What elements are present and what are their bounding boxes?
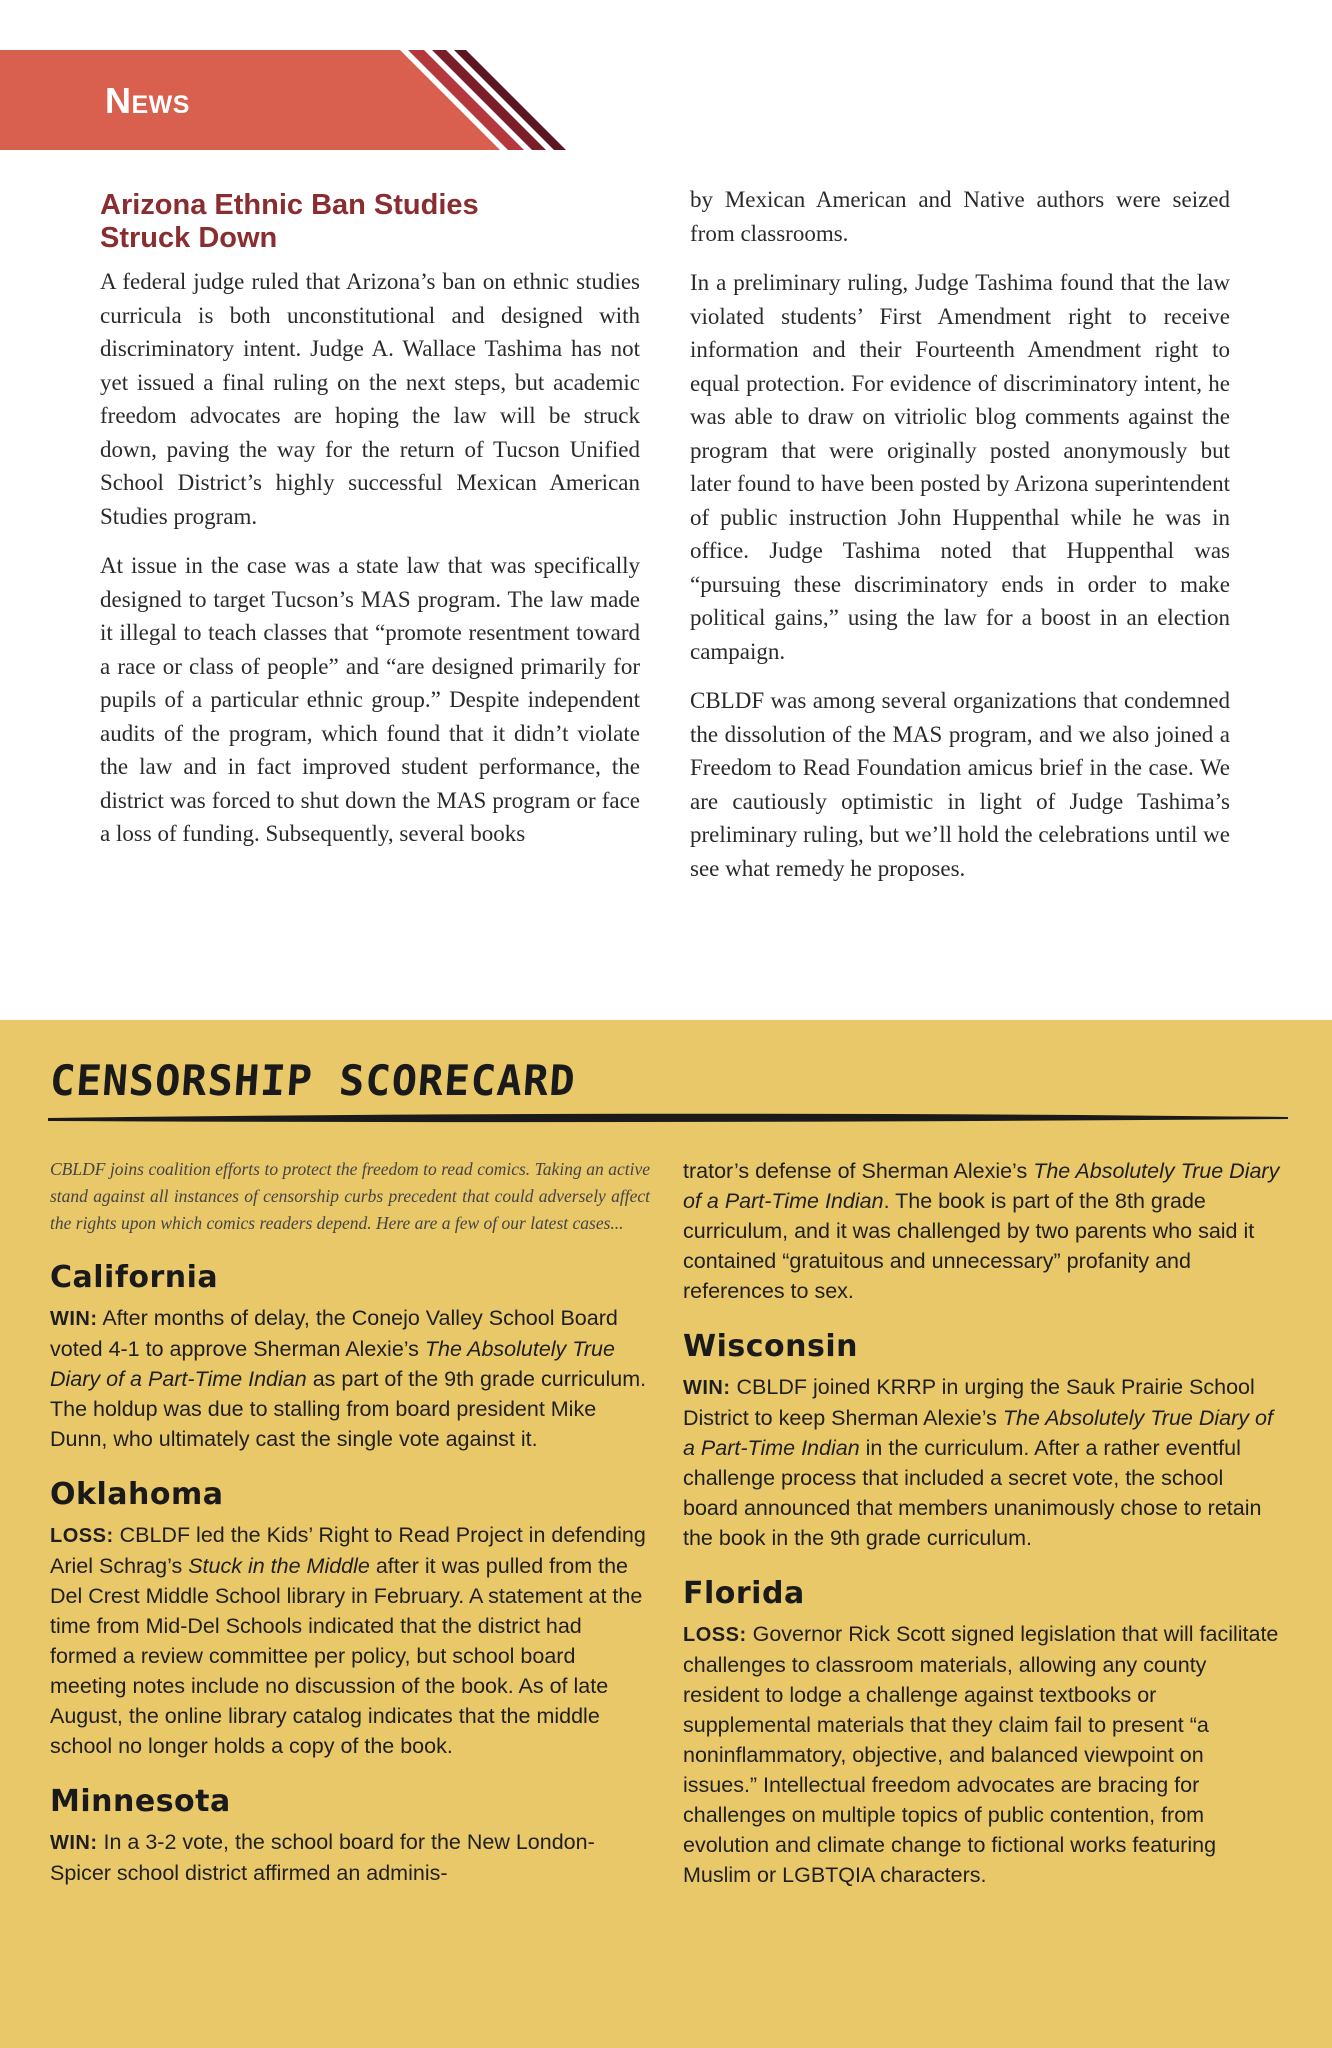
case-minnesota-continued (683, 1156, 1283, 1306)
loss-tag: LOSS: (50, 1525, 114, 1547)
article-headline: Arizona Ethnic Ban Studies Struck Down (100, 189, 479, 254)
book-title: Stuck in the Middle (188, 1554, 370, 1578)
scorecard-column-right (683, 1138, 1283, 1890)
case-minnesota (50, 1827, 650, 1888)
case-oklahoma (50, 1520, 650, 1761)
state-heading-wisconsin: Wisconsin (683, 1329, 858, 1364)
book-title: The Absolutely True Diary of a Part-Time Indian (683, 1159, 1280, 1213)
case-text: after it was pulled from the Del Crest Middle School library in February. A statement at the time from Mid-Del Schools indicated that the district had formed a review committee per policy, but school board meeting notes include no discussion of the book. As of late August, the online library catalog indicates that the middle school no longer holds a copy of the book. (50, 1554, 643, 1758)
case-text: in the curriculum. After a rather eventful challenge process that included a secret vote, the school board announced that members unanimously chose to retain the book in the 9th grade curriculum. (683, 1436, 1262, 1550)
news-banner (0, 50, 600, 150)
scorecard-title: CENSORSHIP SCORECARD (48, 1056, 578, 1105)
case-text: In a 3-2 vote, the school board for the New London-Spicer school district affirmed an adminis- (50, 1830, 595, 1885)
case-text: Governor Rick Scott signed legislation that will facilitate challenges to classroom materials, allowing any county resident to lodge a challenge against textbooks or supplemental materials that they claim fail to present “a noninflammatory, objective, and balanced viewpoint on issues.” Intellectual freedom advocates are bracing for challenges on multiple topics of public contention, from evolution and climate change to fictional works featuring Muslim or LGBTQIA characters. (683, 1622, 1279, 1887)
case-text: After months of delay, the Conejo Valley School Board voted 4-1 to approve Sherman Alexie’s (50, 1306, 618, 1361)
case-text: trator’s defense of Sherman Alexie’s (683, 1159, 1034, 1183)
case-text: CBLDF led the Kids’ Right to Read Project in defending Ariel Schrag’s (50, 1523, 646, 1578)
state-heading-minnesota: Minnesota (50, 1784, 231, 1819)
book-title: The Absolutely True Diary of a Part-Time Indian (50, 1337, 615, 1391)
article-paragraph: by Mexican American and Native authors were seized from classrooms. (690, 187, 1230, 246)
case-text: CBLDF joined KRRP in urging the Sauk Prairie School District to keep Sherman Alexie’s (683, 1375, 1255, 1430)
state-heading-california: California (50, 1260, 219, 1295)
article-paragraph: CBLDF was among several organizations that condemned the dissolution of the MAS program, and we also joined a Freedom to Read Foundation amicus brief in the case. We are cautiously optimistic in light of Judge Tashima’s preliminary ruling, but we’ll hold the celebrations until we see what remedy he proposes. (690, 688, 1230, 881)
scorecard-column-left (50, 1138, 650, 1888)
case-california (50, 1303, 650, 1454)
scorecard-intro: CBLDF joins coalition efforts to protect the freedom to read comics. Taking an active stand against all instances of censorship curbs precedent that could adversely affect the rights upon which comics readers depend. Here are a few of our latest cases... (50, 1159, 650, 1233)
state-heading-oklahoma: Oklahoma (50, 1477, 224, 1512)
article-column-left (100, 183, 640, 867)
win-tag: WIN: (50, 1308, 98, 1330)
article-paragraph: A federal judge ruled that Arizona’s ban on ethnic studies curricula is both unconstitutional and designed with discriminatory intent. Judge A. Wallace Tashima has not yet issued a final ruling on the next steps, but academic freedom advocates are hoping the law will be struck down, paving the way for the return of Tucson Unified School District’s highly successful Mexican American Studies program. (100, 269, 640, 529)
win-tag: WIN: (683, 1377, 731, 1399)
article-column-right (690, 183, 1230, 901)
censorship-scorecard (0, 1020, 1332, 2048)
case-text: . The book is part of the 8th grade curriculum, and it was challenged by two parents who said it contained “gratuitous and unnecessary” profanity and references to sex. (683, 1189, 1255, 1303)
book-title: The Absolutely True Diary of a Part-Time Indian (683, 1406, 1273, 1460)
loss-tag: LOSS: (683, 1624, 747, 1646)
case-wisconsin (683, 1372, 1283, 1553)
title-underline (48, 1112, 1288, 1124)
article-paragraph: At issue in the case was a state law that was specifically designed to target Tucson’s MAS program. The law made it illegal to teach classes that “promote resentment toward a race or class of people” and “are designed primarily for pupils of a particular ethnic group.” Despite independent audits of the program, which found that it didn’t violate the law and in fact improved student performance, the district was forced to shut down the MAS program or face a loss of funding. Subsequently, several books (100, 553, 640, 846)
case-text: as part of the 9th grade curriculum. The holdup was due to stalling from board president Mike Dunn, who ultimately cast the single vote against it. (50, 1367, 647, 1451)
case-florida (683, 1619, 1283, 1890)
state-heading-florida: Florida (683, 1576, 805, 1611)
section-title: News (105, 80, 190, 121)
article-paragraph: In a preliminary ruling, Judge Tashima found that the law violated students’ First Amendment right to receive information and their Fourteenth Amendment right to equal protection. For evidence of discriminatory intent, he was able to draw on vitriolic blog comments against the program that were originally posted anonymously but later found to have been posted by Arizona superintendent of public instruction John Huppenthal while he was in office. Judge Tashima noted that Huppenthal was “pursuing these discriminatory ends in order to make political gains,” using the law for a boost in an election campaign. (690, 270, 1230, 664)
banner-stripes-graphic (0, 50, 600, 150)
win-tag: WIN: (50, 1832, 98, 1854)
